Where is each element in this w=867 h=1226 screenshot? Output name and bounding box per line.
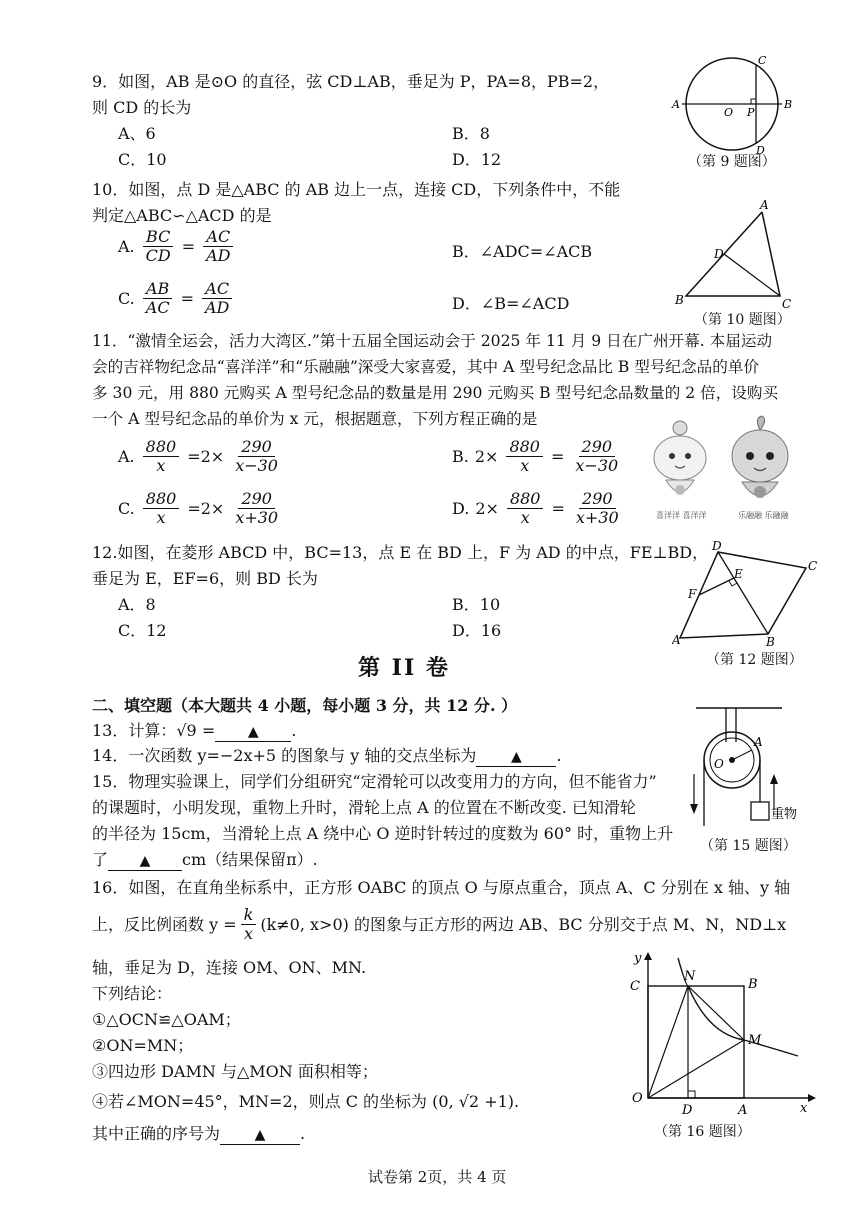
q11-mascots-illustration <box>642 412 802 524</box>
q12-label-e: E <box>734 567 743 581</box>
q16-line2-pre: 上，反比例函数 y = <box>92 915 237 935</box>
q11-c-d1: x <box>156 508 166 528</box>
q11-b-frac1 <box>506 438 543 476</box>
q10-label-b: B <box>675 293 684 307</box>
q11-b-d2: x−30 <box>575 456 619 476</box>
q10-option-a: A. $\frac{BC}{CD}$ = $\frac{AC}{AD}$ <box>118 228 236 266</box>
q11-a-frac1 <box>143 438 180 476</box>
q10-c-num2: AC <box>202 280 232 299</box>
q16-line3: 轴，垂足为 D，连接 OM、ON、MN. <box>92 958 367 977</box>
q10-c-num1: AB <box>143 280 172 299</box>
q9-label-o: O <box>724 106 734 119</box>
q11-a-n2: 290 <box>238 438 275 457</box>
q12-option-a: A．8 <box>118 595 156 614</box>
q16-label-a: A <box>738 1103 748 1118</box>
q10-caption: （第 10 题图） <box>694 312 791 328</box>
q12-caption: （第 12 题图） <box>706 652 803 668</box>
q11-a-n1: 880 <box>143 438 180 457</box>
q11-d-label: D. <box>452 499 470 519</box>
q15-line4-pre: 了 <box>92 850 109 869</box>
q9-option-b: B．8 <box>452 124 490 143</box>
q10-option-a-frac1 <box>143 228 174 266</box>
q16-label-n: N <box>684 969 696 984</box>
q11-c-label: C. <box>118 499 135 519</box>
q16-label-b: B <box>748 977 758 992</box>
q12-option-b: B．10 <box>452 595 501 614</box>
q15-label-o: O <box>714 757 724 771</box>
q11-d-pre: 2× <box>475 499 499 519</box>
q10-triangle-figure <box>672 196 797 311</box>
q10-option-a-frac2 <box>203 228 233 266</box>
q15-caption: （第 15 题图） <box>700 838 797 854</box>
page-footer: 试卷第 2页，共 4 页 <box>368 1168 507 1186</box>
q16-label-o: O <box>632 1091 643 1106</box>
q15-answer-blank[interactable] <box>108 850 182 871</box>
q12-label-b: B <box>766 635 775 649</box>
q16-label-x: x <box>800 1101 808 1116</box>
q11-stem-line1: 11．“激情全运会，活力大湾区.”第十五届全国运动会于 2025 年 11 月 9 日在广州开幕. 本届运动 <box>92 332 773 350</box>
q15-line4 <box>92 850 318 871</box>
q11-option-c <box>118 490 283 528</box>
q10-a-num1: BC <box>143 228 173 247</box>
q10-option-c-frac1 <box>143 280 173 318</box>
q9-caption: （第 9 题图） <box>688 154 776 170</box>
q10-c-den2: AD <box>204 298 230 318</box>
q11-b-d1: x <box>520 456 530 476</box>
q16-last <box>92 1124 305 1145</box>
q14-blank-mark: ▲ <box>511 749 522 765</box>
q11-d-n2: 290 <box>579 490 616 509</box>
q10-option-b: B．∠ADC=∠ACB <box>452 242 593 261</box>
q11-a-frac2 <box>232 438 281 476</box>
q12-stem-line2: 垂足为 E，EF=6，则 BD 长为 <box>92 569 318 588</box>
q15-label-a: A <box>754 735 763 749</box>
q15-blank-mark: ▲ <box>139 853 151 869</box>
q16-end: . <box>300 1124 306 1143</box>
q16-line4: 下列结论： <box>92 984 173 1003</box>
q15-line3: 的半径为 15cm，当滑轮上点 A 绕中心 O 逆时针转过的度数为 60° 时，重物上升 <box>92 824 674 843</box>
q16-line1: 16．如图，在直角坐标系中，正方形 OABC 的顶点 O 与原点重合，顶点 A、C 分别在 x 轴、y 轴 <box>92 878 791 897</box>
part2-header: 二、填空题（本大题共 4 小题，每小题 3 分，共 12 分. ） <box>92 696 518 715</box>
q14 <box>92 746 561 767</box>
q11-option-a <box>118 438 283 476</box>
q9-label-b: B <box>784 98 793 111</box>
q16-caption: （第 16 题图） <box>654 1124 751 1140</box>
q16-label-y: y <box>634 951 642 966</box>
q16-blank-mark: ▲ <box>254 1127 266 1143</box>
q11-c-frac2 <box>232 490 281 528</box>
q16-k-over-x <box>241 906 257 944</box>
q11-option-b: B. 2× $\frac{880}{x}$ = $\frac{290}{x-30}$ <box>452 438 623 476</box>
q15-line2: 的课题时，小明发现，重物上升时，滑轮上点 A 的位置在不断改变. 已知滑轮 <box>92 798 636 817</box>
q10-option-c-label: C. <box>118 289 135 309</box>
q9-stem-line2: 则 CD 的长为 <box>92 98 192 117</box>
q11-a-label: A. <box>118 447 135 467</box>
q12-label-d: D <box>712 540 722 553</box>
q12-label-a: A <box>672 633 681 647</box>
q15-line4-post: cm（结果保留π）. <box>182 850 318 869</box>
mascot2-caption: 乐融融 乐融融 <box>738 511 789 520</box>
q11-a-d1: x <box>156 456 166 476</box>
q11-stem-line4: 一个 A 型号纪念品的单价为 x 元，根据题意，下列方程正确的是 <box>92 410 538 428</box>
q11-c-mid: =2× <box>187 499 225 519</box>
q14-answer-blank[interactable] <box>476 746 556 767</box>
q11-c-frac1 <box>143 490 180 528</box>
q9-stem-line1: 9．如图，AB 是⊙O 的直径，弦 CD⊥AB，垂足为 P，PA=8，PB=2， <box>92 72 610 91</box>
q16-k-den: x <box>243 924 253 944</box>
q11-option-d: D. 2× $\frac{880}{x}$ = $\frac{290}{x+30}$ <box>452 490 624 528</box>
q10-option-c-frac2 <box>202 280 232 318</box>
q9-option-a: A、6 <box>118 124 156 143</box>
q15-pulley-figure <box>690 698 820 836</box>
q16-line2 <box>92 906 786 944</box>
q12-option-d: D．16 <box>452 621 502 640</box>
q12-label-c: C <box>808 559 818 573</box>
q11-b-label: B. <box>452 447 469 467</box>
q11-d-d1: x <box>520 508 530 528</box>
q11-a-d2: x−30 <box>235 456 278 476</box>
q10-label-d: D <box>714 247 724 261</box>
q16-coordinate-figure <box>622 950 817 1120</box>
q11-c-d2: x+30 <box>235 508 279 528</box>
q13-blank-mark: ▲ <box>247 724 259 740</box>
q13-end: . <box>291 721 297 740</box>
q12-option-c: C．12 <box>118 621 167 640</box>
q14-text: 14．一次函数 y=−2x+5 的图象与 y 轴的交点坐标为 <box>92 746 477 765</box>
q9-label-c: C <box>758 54 767 67</box>
q10-stem-line1: 10．如图，点 D 是△ABC 的 AB 边上一点，连接 CD，下列条件中，不能 <box>92 180 621 199</box>
q9-option-d: D．12 <box>452 150 502 169</box>
q10-option-d: D．∠B=∠ACD <box>452 294 570 313</box>
q16-conclusion-4: ④若∠MON=45°，MN=2，则点 C 的坐标为 (0, √2 +1). <box>92 1092 520 1111</box>
q15-weight-label: 重物 <box>771 807 798 822</box>
q11-stem-line3: 多 30 元，用 880 元购买 A 型号纪念品的数量是用 290 元购买 B 型号纪念品数量的 2 倍，设购买 <box>92 384 779 402</box>
q16-answer-blank[interactable] <box>220 1124 300 1145</box>
q10-label-a: A <box>760 198 769 212</box>
q16-conclusion-3: ③四边形 DAMN 与△MON 面积相等； <box>92 1062 378 1081</box>
q11-b-pre: 2× <box>474 447 499 467</box>
q11-d-frac1 <box>507 490 544 528</box>
q10-c-den1: AC <box>145 298 170 318</box>
q9-option-c: C．10 <box>118 150 167 169</box>
mascot-lerongrong <box>732 416 788 498</box>
q10-a-den2: AD <box>206 246 231 266</box>
q11-stem-line2: 会的吉祥物纪念品“喜洋洋”和“乐融融”深受大家喜爱，其中 A 型号纪念品比 B 型号纪念品的单价 <box>92 358 759 376</box>
q13 <box>92 721 296 742</box>
q16-line2-post: (k≠0, x>0) 的图象与正方形的两边 AB、BC 分别交于点 M、N，ND⊥x <box>260 915 787 935</box>
section-title: 第 II 卷 <box>358 655 450 681</box>
q11-c-n2: 290 <box>238 490 275 509</box>
q14-end: . <box>556 746 562 765</box>
q9-circle-figure <box>668 50 798 155</box>
q16-label-c: C <box>630 979 640 994</box>
q11-c-n1: 880 <box>143 490 180 509</box>
q11-d-d2: x+30 <box>575 508 619 528</box>
q10-option-a-label: A. <box>118 237 135 257</box>
q11-a-mid: =2× <box>187 447 225 467</box>
mascot-xiyangyang <box>654 421 706 495</box>
q16-conclusion-1: ①△OCN≌△OAM； <box>92 1010 241 1029</box>
q12-rhombus-figure <box>672 540 820 650</box>
q16-label-d: D <box>682 1103 693 1118</box>
q15-line1: 15．物理实验课上，同学们分组研究“定滑轮可以改变用力的方向，但不能省力” <box>92 772 657 791</box>
q10-stem-line2: 判定△ABC∽△ACD 的是 <box>92 206 272 225</box>
q12-label-f: F <box>688 587 697 601</box>
q10-a-num2: AC <box>203 228 233 247</box>
q10-option-c: C. $\frac{AB}{AC}$ = $\frac{AC}{AD}$ <box>118 280 234 318</box>
q9-label-d: D <box>756 144 765 155</box>
q11-d-frac2 <box>573 490 622 528</box>
q16-k-num: k <box>241 906 257 925</box>
q13-text: 13．计算：√9 = <box>92 721 216 740</box>
q9-label-p: P <box>747 106 755 119</box>
q11-b-n1: 880 <box>506 438 543 457</box>
q10-a-den1: CD <box>145 246 171 266</box>
q10-label-c: C <box>782 297 792 311</box>
q11-d-n1: 880 <box>507 490 544 509</box>
mascot1-caption: 喜洋洋 喜洋洋 <box>656 511 707 520</box>
q11-b-n2: 290 <box>579 438 616 457</box>
q16-last-text: 其中正确的序号为 <box>92 1124 221 1143</box>
q13-answer-blank[interactable] <box>215 721 291 742</box>
q12-stem-line1: 12.如图，在菱形 ABCD 中，BC=13，点 E 在 BD 上，F 为 AD 的中点，FE⊥BD， <box>92 543 709 562</box>
q16-label-m: M <box>748 1033 762 1048</box>
q16-conclusion-2: ②ON=MN； <box>92 1036 194 1055</box>
q11-b-frac2 <box>572 438 621 476</box>
q9-label-a: A <box>672 98 680 111</box>
